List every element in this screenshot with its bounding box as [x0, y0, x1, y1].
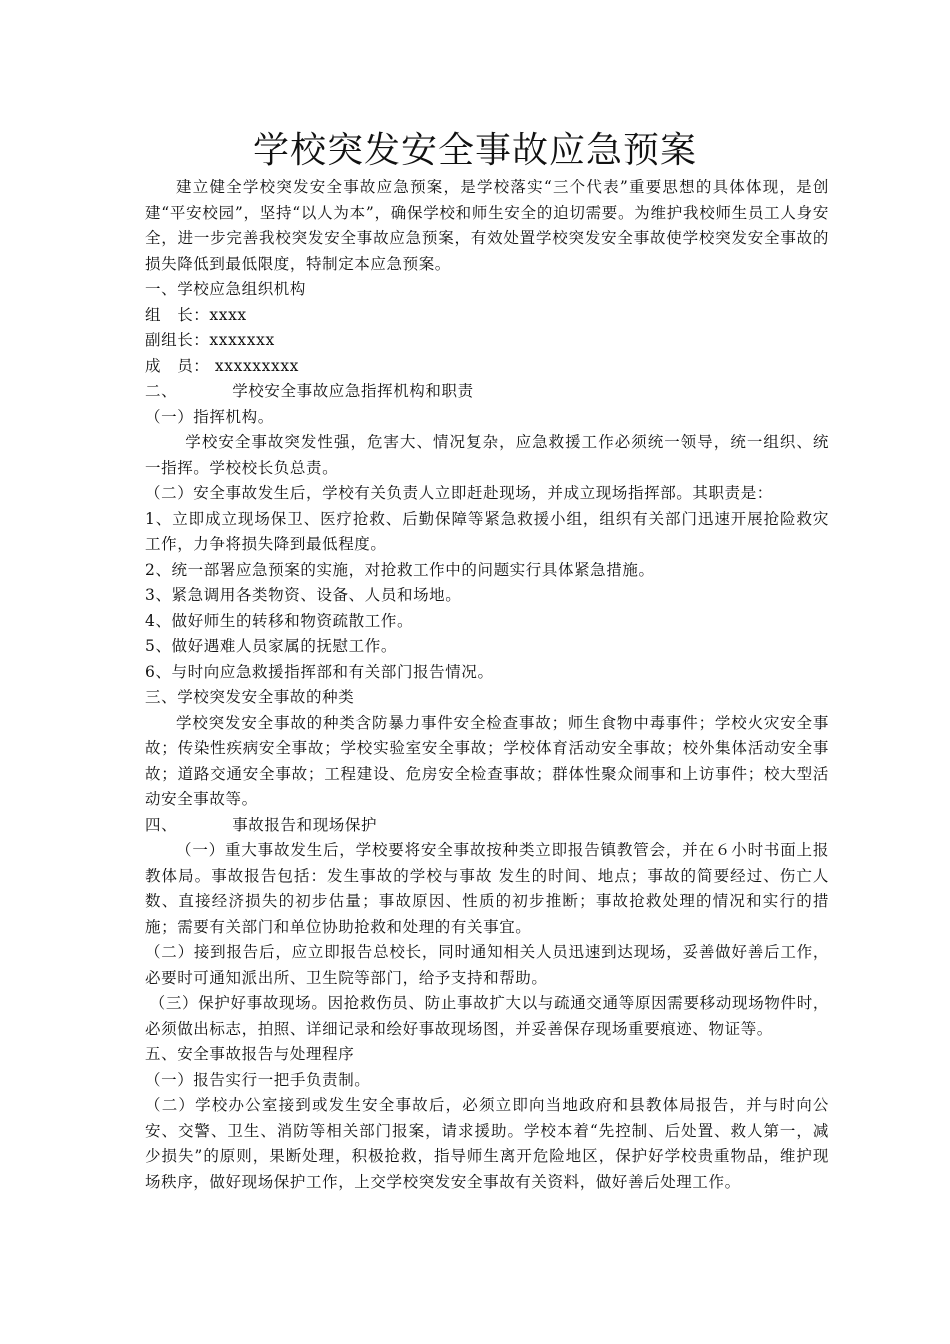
duty-item-3: 3、紧急调用各类物资、设备、人员和场地。	[145, 586, 462, 604]
section-number-2: 二、	[145, 382, 178, 400]
procedure-paragraph-2: （二）学校办公室接到或发生安全事故后，必须立即向当地政府和县教体局报告，并与时向公安、交警、卫生、消防等相关部门报案，请求援助。学校本着“先控制、后处置、救人第一，减少损失”的原则，果断处理，积极抢救，指导师生离开危险地区，保护好学校贵重物品，维护现场秩序，做好现场保护工作，上交学校突发安全事故有关资料，做好善后处理工作。	[145, 1096, 829, 1191]
duties-intro: （二）安全事故发生后，学校有关负责人立即赶赴现场，并成立现场指挥部。其职责是：	[145, 484, 773, 502]
section-heading-2	[145, 379, 829, 405]
accident-types-paragraph: 学校突发安全事故的种类含防暴力事件安全检查事故；师生食物中毒事件；学校火灾安全事故；传染性疾病安全事故；学校实验室安全事故；学校体育活动安全事故；校外集体活动安全事故；道路交通安全事故；工程建设、危房安全检查事故；群体性聚众闹事和上访事件；校大型活动安全事故等。	[145, 713, 829, 808]
members-line: 成 员： xxxxxxxxx	[145, 356, 300, 375]
document-title: 学校突发安全事故应急预案	[252, 130, 697, 171]
leader-line: 组 长：xxxx	[145, 305, 247, 324]
deputy-leader-line: 副组长：xxxxxxx	[145, 331, 275, 349]
intro-paragraph: 建立健全学校突发安全事故应急预案，是学校落实“三个代表”重要思想的具体体现，是创建“平安校园”，坚持“以人为本”，确保学校和师生安全的迫切需要。为维护我校师生员工人身安全，进一步完善我校突发安全事故应急预案，有效处置学校突发安全事故使学校突发安全事故的损失降低到最低限度，特制定本应急预案。	[145, 178, 829, 273]
document-body	[145, 175, 829, 1195]
section-title-2: 学校安全事故应急指挥机构和职责	[232, 382, 474, 400]
procedure-paragraph-1: （一）报告实行一把手负责制。	[145, 1070, 371, 1089]
section-heading-3: 三、学校突发安全事故的种类	[145, 688, 355, 706]
section-heading-5: 五、安全事故报告与处理程序	[145, 1045, 355, 1063]
section-heading-4	[145, 813, 829, 839]
subheading-command: （一）指挥机构。	[145, 407, 274, 426]
duty-item-2: 2、统一部署应急预案的实施，对抢救工作中的问题实行具体紧急措施。	[145, 560, 655, 579]
duty-item-4: 4、做好师生的转移和物资疏散工作。	[145, 611, 414, 630]
section-title-4: 事故报告和现场保护	[232, 815, 378, 834]
report-paragraph-1: （一）重大事故发生后，学校要将安全事故按种类立即报告镇教管会，并在６小时书面上报教体局。事故报告包括：发生事故的学校与事故 发生的时间、地点；事故的简要经过、伤亡人数、直接经济损失的初步估量；事故原因、性质的初步推断；事故抢救处理的情况和实行的措施；需要有关部门和单位协助抢救和处理的有关事宜。	[145, 841, 829, 936]
command-paragraph: 学校安全事故突发性强，危害大、情况复杂，应急救援工作必须统一领导，统一组织、统一指挥。学校校长负总责。	[145, 433, 829, 477]
report-paragraph-3: （三）保护好事故现场。因抢救伤员、防止事故扩大以与疏通交通等原因需要移动现场物件时，必须做出标志，拍照、详细记录和绘好事故现场图，并妥善保存现场重要痕迹、物证等。	[145, 994, 829, 1038]
duty-item-6: 6、与时向应急救援指挥部和有关部门报告情况。	[145, 662, 494, 681]
report-paragraph-2: （二）接到报告后，应立即报告总校长，同时通知相关人员迅速到达现场，妥善做好善后工作，必要时可通知派出所、卫生院等部门，给予支持和帮助。	[145, 943, 829, 987]
duty-item-5: 5、做好遇难人员家属的抚慰工作。	[145, 637, 397, 655]
duty-item-1: 1、立即成立现场保卫、医疗抢救、后勤保障等紧急救援小组，组织有关部门迅速开展抢险救灾工作，力争将损失降到最低程度。	[145, 509, 829, 553]
section-heading-1: 一、学校应急组织机构	[145, 280, 307, 298]
section-number-4: 四、	[145, 815, 178, 834]
